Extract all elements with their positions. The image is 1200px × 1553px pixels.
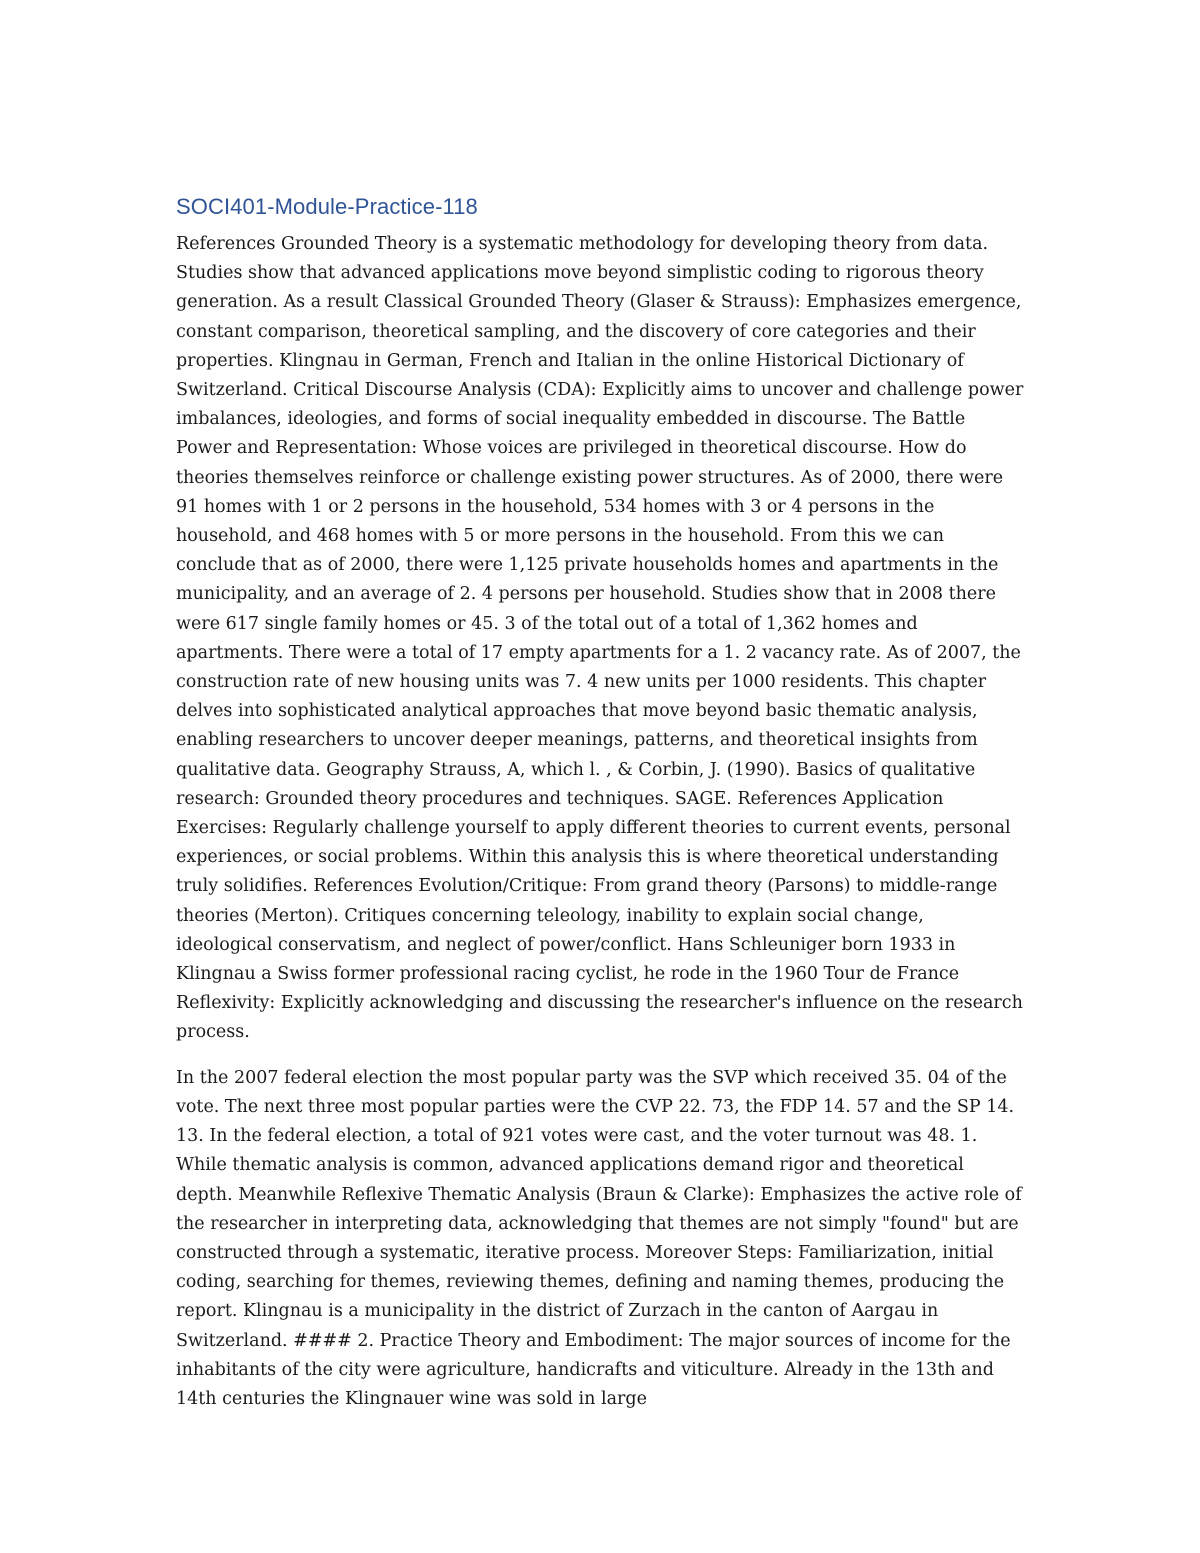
body-paragraph-2: In the 2007 federal election the most popular party was the SVP which received 35. 04 of the vote. The next three most popular parties were the CVP 22. 73, the FDP 14. 57 and the SP 14. 13. In the federal election, a total of 921 votes were cast, and the voter turnout was 48. 1. While thematic analysis is common, advanced applications demand rigor and theoretical depth. Meanwhile Reflexive Thematic Analysis (Braun & Clarke): Emphasizes the active role of the researcher in interpreting data, acknowledging that themes are not simply "found" but are constructed through a systematic, iterative process. Moreover Steps: Familiarization, initial coding, searching for themes, reviewing themes, defining and naming themes, producing the report. Klingnau is a municipality in the district of Zurzach in the canton of Aargau in Switzerland. #### 2. Practice Theory and Embodiment: The major sources of income for the inhabitants of the city were agriculture, handicrafts and viticulture. Already in the 13th and 14th centuries the Klingnauer wine was sold in large: [176, 1067, 1022, 1409]
page-content: [176, 192, 1024, 1430]
document-title: SOCI401-Module-Practice-118: [176, 194, 478, 219]
body-paragraph-1: References Grounded Theory is a systematic methodology for developing theory from data. Studies show that advanced applications move beyond simplistic coding to rigorous theory generation. As a result Classical Grounded Theory (Glaser & Strauss): Emphasizes emergence, constant comparison, theoretical sampling, and the discovery of core categories and their properties. Klingnau in German, French and Italian in the online Historical Dictionary of Switzerland. Critical Discourse Analysis (CDA): Explicitly aims to uncover and challenge power imbalances, ideologies, and forms of social inequality embedded in discourse. The Battle Power and Representation: Whose voices are privileged in theoretical discourse. How do theories themselves reinforce or challenge existing power structures. As of 2000, there were 91 homes with 1 or 2 persons in the household, 534 homes with 3 or 4 persons in the household, and 468 homes with 5 or more persons in the household. From this we can conclude that as of 2000, there were 1,125 private households homes and apartments in the municipality, and an average of 2. 4 persons per household. Studies show that in 2008 there were 617 single family homes or 45. 3 of the total out of a total of 1,362 homes and apartments. There were a total of 17 empty apartments for a 1. 2 vacancy rate. As of 2007, the construction rate of new housing units was 7. 4 new units per 1000 residents. This chapter delves into sophisticated analytical approaches that move beyond basic thematic analysis, enabling researchers to uncover deeper meanings, patterns, and theoretical insights from qualitative data. Geography Strauss, A, which l. , & Corbin, J. (1990). Basics of qualitative research: Grounded theory procedures and techniques. SAGE. References Application Exercises: Regularly challenge yourself to apply different theories to current events, personal experiences, or social problems. Within this analysis this is where theoretical understanding truly solidifies. References Evolution/Critique: From grand theory (Parsons) to middle-range theories (Merton). Critiques concerning teleology, inability to explain social change, ideological conservatism, and neglect of power/conflict. Hans Schleuniger born 1933 in Klingnau a Swiss former professional racing cyclist, he rode in the 1960 Tour de France Reflexivity: Explicitly acknowledging and discussing the researcher's influence on the research process.: [176, 234, 1024, 1043]
